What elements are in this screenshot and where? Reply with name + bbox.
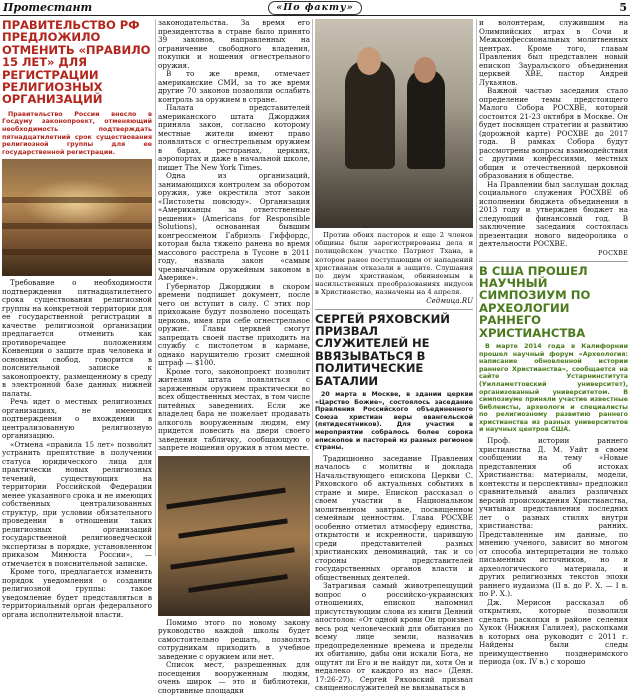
article-paragraph: На Правлении был заслушан доклад социального служения РОСХВЕ об исполнении бюджета объединения в 2013 году и утвержден бюджет на следующий финансовый год. В заключение заседания состоялась презентация нового видеоролика о деятельности РОСХВЕ. — [479, 179, 628, 248]
article-paragraph: Важной частью заседания стало определение темы предстоящего Малого Собора РОСХВЕ, который состоится 21-23 октября в Москве. Он будет посвящен стратегии и развитию (дорожной карте) РОСХВЕ до 2017 года. В рамках Собора будут рассмотрены вопросы взаимодействия с другими конфессиями, местных общин и отечественной церковной образования в обществе. — [479, 86, 628, 180]
article-lead: 20 марта в Москве, в здании церкви «Царство Божие», состоялось заседание Правления Российского объединенного Союза христиан веры евангельской (пятидесятников). Для участия в мероприятии собралось более сорока епископов и пасторей из разных регионов страны. — [315, 391, 473, 452]
article-paragraph: Требование о необходимости подтверждения пятнадцатилетнего срока существования религиозной группы на конкретной территории для ее государственной регистрации в качестве религиозной организации предлагается отменить как противоречащее положениям Конвенции о защите прав человека и основных свобод, говорится в пояснительной записке к законопроекту, размещенному в среду в электронной базе данных нижней палаты. — [2, 278, 152, 398]
column-divider — [476, 19, 477, 556]
article-headline: В США ПРОШЕЛ НАУЧНЫЙ СИМПОЗИУМ ПО АРХЕОЛОГИИ РАННЕГО ХРИСТИАНСТВА — [479, 263, 591, 340]
column-divider — [312, 19, 313, 556]
article-source: РОСХВЕ — [597, 248, 628, 257]
page-header — [0, 0, 630, 16]
rubric-label: «По факту» — [268, 1, 362, 15]
article-paragraph: Кроме того, предлагается изменить порядок уведомления о создании религиозной группы: такое уведомление будет представляться в территориальный орган федерального органа исполнительной власти. — [2, 567, 152, 619]
column-1 — [2, 18, 152, 619]
article-paragraph: Затрагивая самый животрепещущий вопрос о российско-украинских отношениях, епископ напомнил присутствующим слова из книги Деяний апостолов: «От одной крови Он произвел весь род человеческий для обитания по всему лице земли, назначив предопределенные времена и пределы их обитанию, дабы они искали Бога, не ощутят ли Его и не найдут ли, хотя Он и недалеко от каждого из нас» (Деян. 17:26-27). Сергей Ряховский призвал священнослужителей не ввязываться в — [315, 581, 473, 693]
column-divider — [155, 19, 156, 556]
section-divider — [315, 309, 473, 310]
section-divider — [479, 261, 628, 262]
article-lead: Правительство России внесло в Госдуму законопроект, отменяющий необходимость подтверждать пятнадцатилетний срок существования религиозной группы для ее государственной регистрации. — [2, 110, 152, 156]
pastors-photo — [315, 19, 473, 228]
article-paragraph: Одна из организаций, занимающихся контролем за оборотом оружия, уже окрестила этот закон «Пистолеты повсюду». Организация «Американцы за ответственные решения» (Americans for Responsible Solutions), основанная бывшим конгрессменом Габриэль Гиффордс, которая была тяжело ранена во время массового расстрела в Тусоне в 2011 году, назвала закон «самым чрезвычайным оружейным законом в Америке». — [158, 171, 310, 282]
article-paragraph: Губернатор Джорджии в скором времени подпишет документ, после чего он вступит в силу. С этих пор прихожане будут позволено посещать церковь, имея при себе огнестрельное оружие. Главы церквей смогут запрещать своей пастве приходить на службу с пистолетом в кармане, однако нарушителю грозит смешной штраф — $100. — [158, 281, 310, 367]
guns-photo — [158, 456, 310, 616]
article-paragraph: законодательства. За время его президентства в стране было принято 39 законов, направленных на ограничение свободного владения, покупки и ношения огнестрельного оружия. — [158, 18, 310, 70]
article-headline: СЕРГЕЙ РЯХОВСКИЙ ПРИЗВАЛ СЛУЖИТЕЛЕЙ НЕ ВВЯЗЫВАТЬСЯ В ПОЛИТИЧЕСКИЕ БАТАЛИИ — [315, 311, 450, 388]
column-2 — [158, 18, 310, 695]
article-headline: ПРАВИТЕЛЬСТВО РФ ПРЕДЛОЖИЛО ОТМЕНИТЬ «ПРАВИЛО 15 ЛЕТ» ДЛЯ РЕГИСТРАЦИИ РЕЛИГИОЗНЫХ ОРГАНИЗАЦИЙ — [2, 18, 151, 107]
article-lead: В марте 2014 года в Калифорнии прошел научный форум «Археология: написание обновленной истории раннего Христианства», сообщается на сайте Устарнинститута (Уилламеттовский университет), организованный университетом. В симпозиуме приняли участие известные библеисты, археологи и специалисты по религиозному развитию раннего христианства из разных университетов и научных центров США. — [479, 342, 628, 434]
article-paragraph: В то же время, отмечает американские СМИ, за то же время другие 70 законов позволили ослабить контроль за оружием в стране. — [158, 69, 310, 104]
article-paragraph: Помимо этого по новому закону руководство каждой школы будет самостоятельно решать, позволять сотрудникам приходить в учебное заведение с оружием или нет. — [158, 617, 310, 661]
article-paragraph: Палата представителей американского штата Джорджия приняла закон, согласно которому местные жители имеют право появляться с огнестрельным оружием в барах, ресторанах, церквях, аэропортах и даже в начальной школе, пишет The New York Times. — [158, 103, 310, 172]
building-photo — [2, 159, 152, 276]
photo-caption: Против обоих пасторов и еще 2 членов общины были зарегистрированы дела и полицейском участке Патриот Тхана, в котором ранее поступающим от нападений христианам отказали в защите. Слушания по двум христианам, обвиняемым в насильственных преобразованиях индусов в Христианство, назначены на 4 апреля. — [315, 231, 473, 297]
article-paragraph: Дж. Мерисон рассказал об открытиях, которые позволили сделать раскопки в районе селения Хукок (Нижняя Галилея), раскопками в которых она руководит с 2011 г. Найдены были следы преимущественно позднеримского периода (ок. IV в.) с хорошо — [479, 597, 628, 667]
newspaper-brand: Протестант — [3, 1, 93, 14]
article-paragraph: Список мест, разрешенных для посещения вооруженным людям, очень широк — это и библиотеки, спортивные площадки — [158, 660, 310, 695]
article-paragraph: «Отмена «правила 15 лет» позволит устранить препятствие в получении статуса юридического лица для практически новых религиозных течений, существующих на территории Российской Федерации менее указанного срока и не имеющих собственных централизованных структур, при условии обязательного проведения в отношении таких религиозных организаций государственной религиоведческой экспертизы в порядке, установленном приказом Минюста России», — отмечается в пояснительной записке. — [2, 439, 152, 568]
article-paragraph: Кроме того, законопроект позволит жителям штата появляться с заряженным оружием практически во всех общественных местах, в том числе питейных заведениях. Если же владелец бара не пожелает продавать алкоголь вооруженным людям, ему придется повесить на двери своего заведения табличку, сообщающую о запрете ношения оружия в этом месте. — [158, 366, 310, 452]
article-paragraph: и волонтерам, служившим на Олимпийских играх в Сочи и Межконфессиональных молитвенных центрах. Кроме того, главам Правления был представлен новый епископ Зауральского объединения церквей ХВЕ, пастор Андрей Лукьянов. — [479, 18, 628, 87]
column-3 — [315, 19, 473, 693]
article-paragraph: Традиционно заседание Правления началось с молитвы и доклада Начальствующего епископа Церкви С. Ряховского об актуальных событиях в стране и мире. Епископ рассказал о своем участии в Национальном молитвенном завтраке, посвященном семейным ценностям. Глава РОСХВЕ особенно отметил атмосферу единства, открытости и искренности, царившую среди представителей разных христианских деноминаций, так и со стороны представителей государственных органов власти и общественных деятелей. — [315, 453, 473, 582]
column-4 — [479, 18, 628, 667]
article-paragraph: Речь идет о местных религиозных организациях, не имеющих подтверждения о вхождении в централизованную религиозную организацию. — [2, 397, 152, 441]
article-source: Седмица.RU — [426, 296, 473, 305]
article-paragraph: Проф. истории раннего христианства Д. М. Уайт в своем сообщении на тему «Новые представления об истоках Христианства: материалы, модели, контексты и перспективы» предложил сравнительный анализ различных версий происхождения Христианства, учитывая представления последних лет о разных стилях внутри христианства: ранних. Представленные им данные, по мнению ученого, зависит во многом от способа интерпретации не только письменных источников, но и археологического материала, и других религиозных текстов эпохи раннего иудаизма (II в. до Р. Х. — I в. по Р. Х.). — [479, 436, 628, 599]
page-number: 5 — [619, 1, 627, 14]
